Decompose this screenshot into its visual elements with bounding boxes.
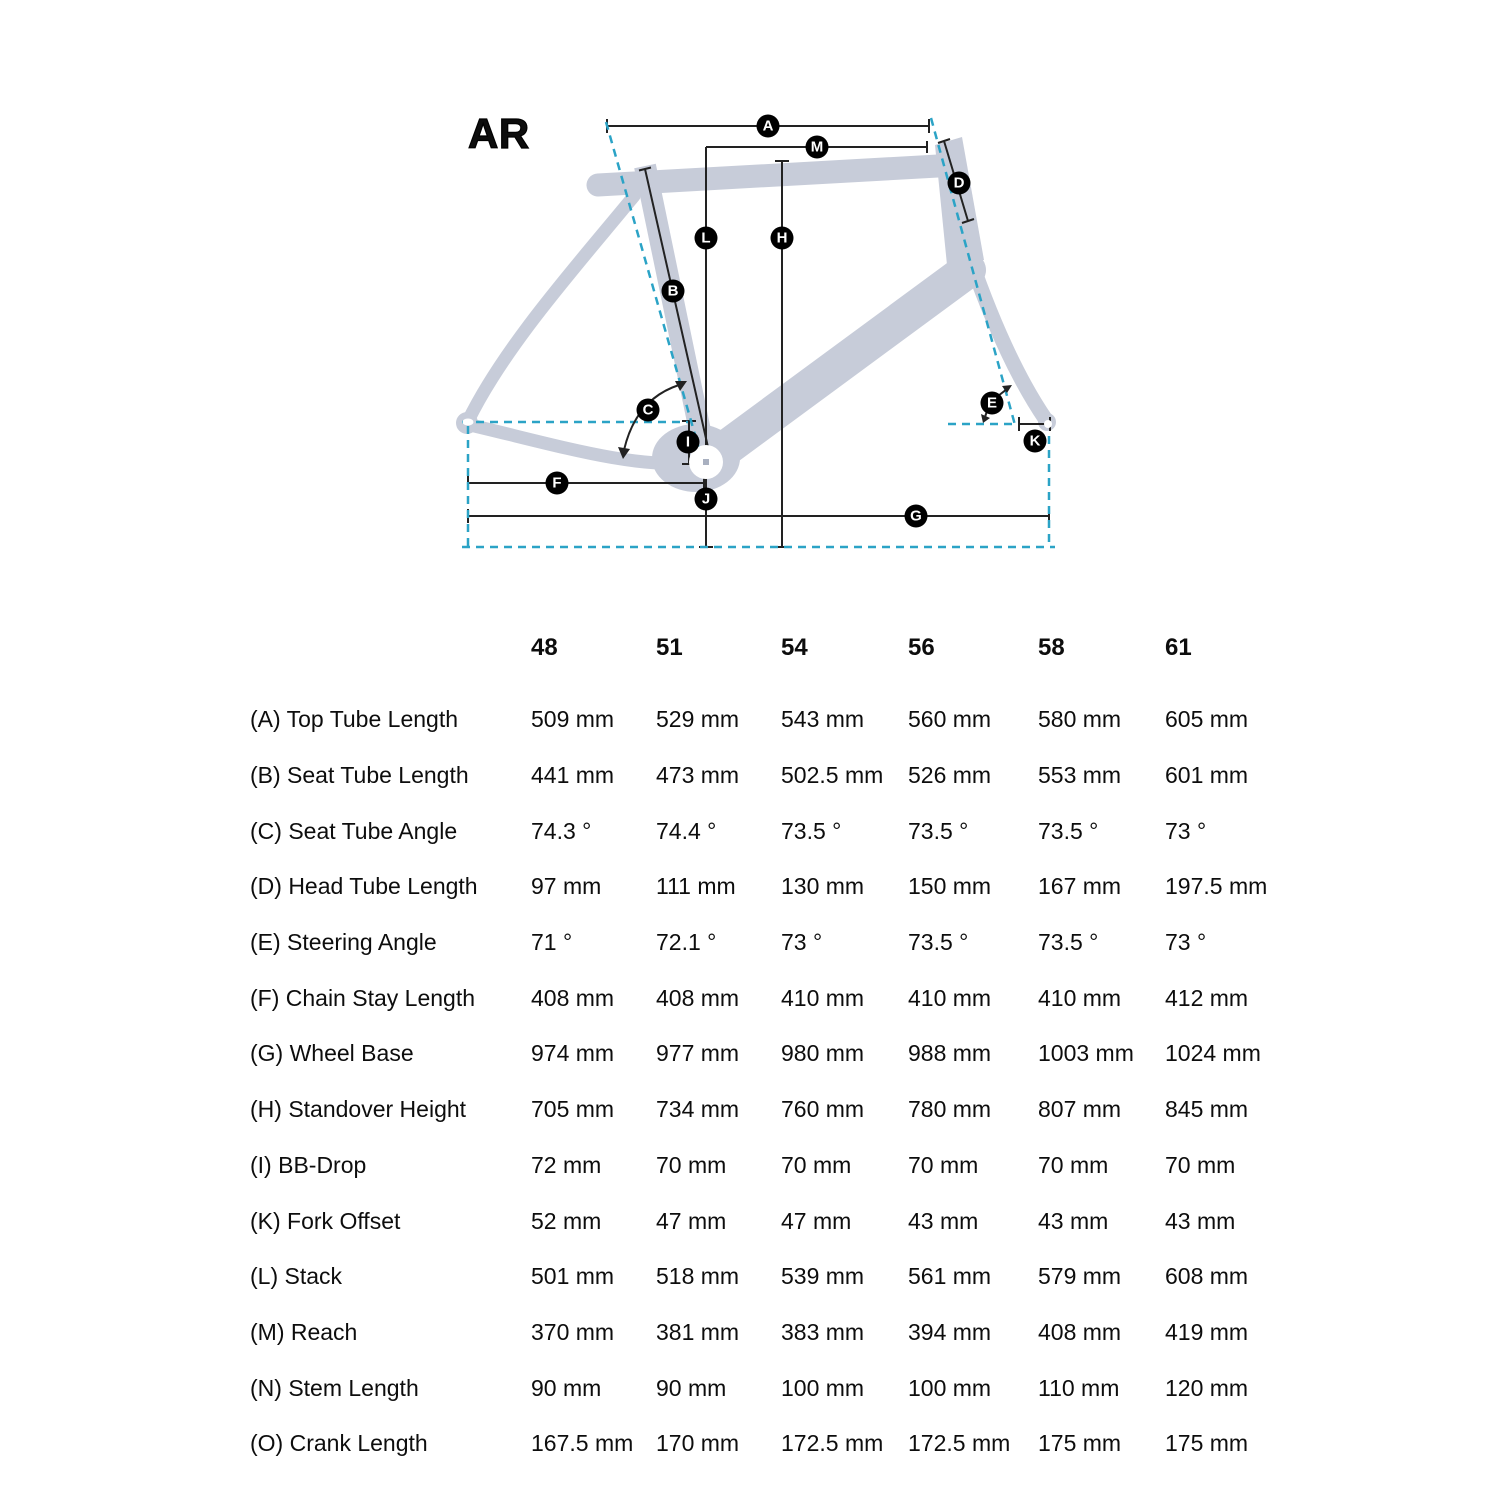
cell-value: 70 mm [908,1151,979,1178]
cell-value: 73 ° [781,929,823,956]
cell-value: 988 mm [908,1040,992,1067]
table-row [250,970,1315,1026]
cell-value: 52 mm [531,1207,602,1234]
cell-value: 73.5 ° [908,929,969,956]
badge-steering-angle-e: E [981,392,1004,415]
row-label: (F) Chain Stay Length [250,984,476,1011]
table-row [250,1138,1315,1194]
cell-value: 408 mm [656,984,740,1011]
cell-value: 579 mm [1038,1263,1122,1290]
cell-value: 410 mm [781,984,865,1011]
cell-value: 560 mm [908,706,992,733]
row-label: (L) Stack [250,1263,343,1290]
cell-value: 383 mm [781,1318,865,1345]
cell-value: 73.5 ° [1038,929,1099,956]
table-row [250,748,1315,804]
cell-value: 197.5 mm [1165,873,1268,900]
size-column-header: 48 [531,634,558,661]
size-column-header: 58 [1038,634,1065,661]
cell-value: 780 mm [908,1096,992,1123]
size-column-header: 54 [781,634,808,661]
cell-value: 74.4 ° [656,817,717,844]
size-column-header: 51 [656,634,683,661]
table-header-row [250,622,1315,674]
cell-value: 167 mm [1038,873,1122,900]
row-label: (O) Crank Length [250,1430,428,1457]
badge-stack-l: L [695,227,718,250]
badge-wheelbase-g: G [905,505,928,528]
row-label: (D) Head Tube Length [250,873,478,900]
table-row [250,692,1315,748]
table-row [250,1305,1315,1361]
page-title: AR [468,110,530,157]
cell-value: 130 mm [781,873,865,900]
table-row [250,915,1315,971]
cell-value: 74.3 ° [531,817,592,844]
cell-value: 608 mm [1165,1263,1249,1290]
cell-value: 150 mm [908,873,992,900]
cell-value: 73.5 ° [1038,817,1099,844]
cell-value: 43 mm [1038,1207,1109,1234]
cell-value: 580 mm [1038,706,1122,733]
table-row [250,1082,1315,1138]
cell-value: 175 mm [1038,1430,1122,1457]
cell-value: 1024 mm [1165,1040,1261,1067]
table-row [250,1249,1315,1305]
cell-value: 100 mm [908,1374,992,1401]
row-label: (N) Stem Length [250,1374,419,1401]
cell-value: 73 ° [1165,929,1207,956]
row-label: (B) Seat Tube Length [250,762,469,789]
cell-value: 120 mm [1165,1374,1249,1401]
cell-value: 70 mm [656,1151,727,1178]
cell-value: 561 mm [908,1263,992,1290]
cell-value: 845 mm [1165,1096,1249,1123]
cell-value: 526 mm [908,762,992,789]
cell-value: 1003 mm [1038,1040,1134,1067]
cell-value: 73.5 ° [908,817,969,844]
badge-standover-h: H [771,227,794,250]
cell-value: 170 mm [656,1430,740,1457]
cell-value: 73.5 ° [781,817,842,844]
table-row [250,1360,1315,1416]
cell-value: 410 mm [908,984,992,1011]
badge-top-tube-a: A [757,115,780,138]
cell-value: 90 mm [531,1374,602,1401]
down-tube [714,270,968,457]
cell-value: 539 mm [781,1263,865,1290]
cell-value: 172.5 mm [908,1430,1011,1457]
measure-H-standover [775,161,789,547]
cell-value: 72.1 ° [656,929,717,956]
badge-seat-angle-c: C [637,399,660,422]
cell-value: 760 mm [781,1096,865,1123]
rear-axle-hole [463,419,474,426]
cell-value: 807 mm [1038,1096,1122,1123]
bike-geometry-diagram [0,0,1200,600]
cell-value: 97 mm [531,873,602,900]
geometry-table [250,622,1315,1472]
badge-reach-m: M [806,136,829,159]
table-row [250,859,1315,915]
cell-value: 705 mm [531,1096,615,1123]
cell-value: 73 ° [1165,817,1207,844]
table-row [250,1416,1315,1472]
badge-bb-point-j: J [695,488,718,511]
cell-value: 70 mm [1038,1151,1109,1178]
cell-value: 167.5 mm [531,1430,634,1457]
cell-value: 473 mm [656,762,740,789]
badge-seat-tube-b: B [662,280,685,303]
measure-G-wheelbase [468,509,1049,523]
table-row [250,1193,1315,1249]
table-row [250,803,1315,859]
cell-value: 110 mm [1038,1374,1120,1401]
cell-value: 419 mm [1165,1318,1249,1345]
row-label: (A) Top Tube Length [250,706,458,733]
row-label: (G) Wheel Base [250,1040,414,1067]
cell-value: 408 mm [1038,1318,1122,1345]
cell-value: 72 mm [531,1151,602,1178]
cell-value: 70 mm [1165,1151,1236,1178]
row-label: (I) BB-Drop [250,1151,367,1178]
row-label: (C) Seat Tube Angle [250,817,458,844]
cell-value: 172.5 mm [781,1430,884,1457]
size-column-header: 61 [1165,634,1192,661]
cell-value: 71 ° [531,929,573,956]
cell-value: 977 mm [656,1040,740,1067]
cell-value: 175 mm [1165,1430,1249,1457]
seat-stay [468,196,634,421]
cell-value: 47 mm [656,1207,727,1234]
cell-value: 47 mm [781,1207,852,1234]
cell-value: 441 mm [531,762,615,789]
badge-fork-offset-k: K [1024,430,1047,453]
cell-value: 70 mm [781,1151,852,1178]
size-column-header: 56 [908,634,935,661]
table-row [250,1026,1315,1082]
badge-chain-stay-f: F [546,472,569,495]
cell-value: 501 mm [531,1263,615,1290]
cell-value: 408 mm [531,984,615,1011]
row-label: (K) Fork Offset [250,1207,401,1234]
cell-value: 543 mm [781,706,865,733]
cell-value: 412 mm [1165,984,1249,1011]
badge-head-tube-d: D [948,172,971,195]
cell-value: 518 mm [656,1263,740,1290]
head-tube [935,137,984,265]
cell-value: 502.5 mm [781,762,884,789]
cell-value: 90 mm [656,1374,727,1401]
cell-value: 394 mm [908,1318,992,1345]
cell-value: 980 mm [781,1040,865,1067]
cell-value: 529 mm [656,706,740,733]
cell-value: 974 mm [531,1040,615,1067]
cell-value: 601 mm [1165,762,1249,789]
row-label: (E) Steering Angle [250,929,437,956]
cell-value: 100 mm [781,1374,865,1401]
cell-value: 734 mm [656,1096,740,1123]
cell-value: 509 mm [531,706,615,733]
row-label: (M) Reach [250,1318,358,1345]
cell-value: 553 mm [1038,762,1122,789]
bottom-bracket-center-dot [703,459,709,465]
cell-value: 410 mm [1038,984,1122,1011]
cell-value: 43 mm [1165,1207,1236,1234]
cell-value: 111 mm [656,873,736,900]
cell-value: 605 mm [1165,706,1249,733]
row-label: (H) Standover Height [250,1096,467,1123]
cell-value: 370 mm [531,1318,615,1345]
badge-bb-drop-i: I [677,431,700,454]
cell-value: 43 mm [908,1207,979,1234]
front-axle-hole [1044,420,1052,428]
cell-value: 381 mm [656,1318,740,1345]
